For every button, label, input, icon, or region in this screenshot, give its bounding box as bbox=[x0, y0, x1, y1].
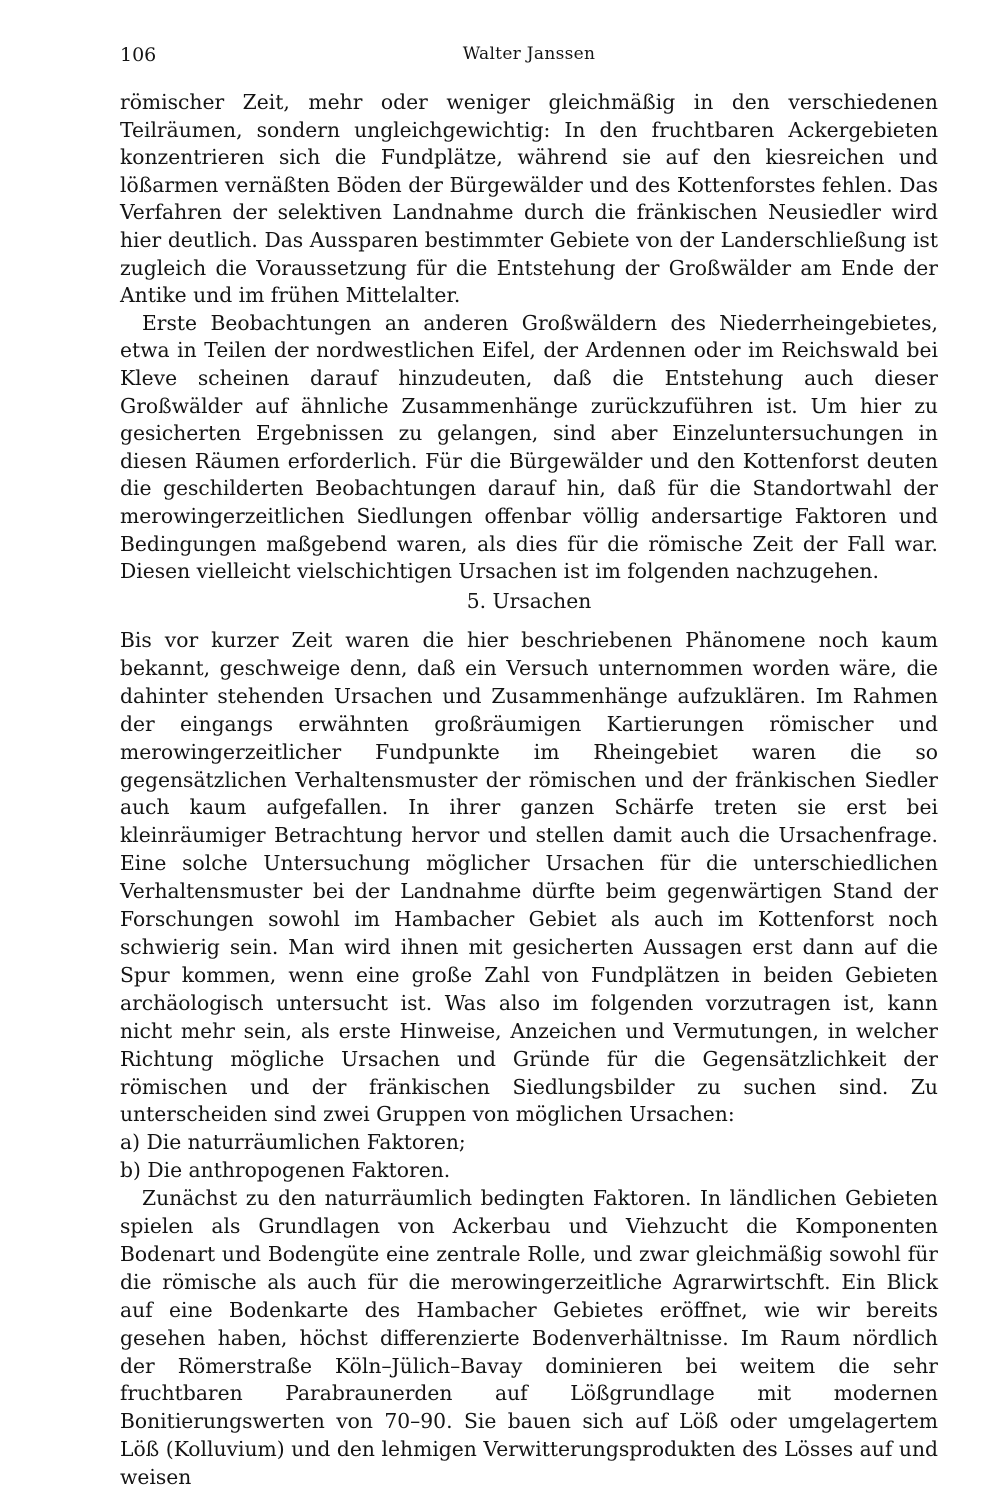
list-item: a) Die naturräumlichen Faktoren; bbox=[120, 1130, 466, 1155]
paragraph: Bis vor kurzer Zeit waren die hier beschriebenen Phänomene noch kaum bekannt, geschweige denn, daß ein Versuch unternommen worden wäre, die dahinter stehenden Ursachen und Zusammenhänge aufzuklären. Im Rahmen der eingangs erwähnten großräumigen Kartierungen römischer und merowingerzeitlicher Fundpunkte im Rheingebiet waren die so gegensätzlichen Verhaltensmuster der römischen und der fränkischen Siedler auch kaum aufgefallen. In ihrer ganzen Schärfe treten sie erst bei kleinräumiger Betrachtung hervor und stellen damit auch die Ursachenfrage. Eine solche Untersuchung möglicher Ursachen für die unterschiedlichen Verhaltensmuster bei der Landnahme dürfte beim gegenwärtigen Stand der Forschungen sowohl im Hambacher Gebiet als auch im Kottenforst noch schwierig sein. Man wird ihnen mit gesicherten Aussagen erst dann auf die Spur kommen, wenn eine große Zahl von Fundplätzen in beiden Gebieten archäologisch untersucht ist. Was also im folgenden vorzutragen ist, kann nicht mehr sein, als erste Hinweise, Anzeichen und Vermutungen, in welcher Richtung mögliche Ursachen und Gründe für die Gegensätzlichkeit der römischen und der fränkischen Siedlungsbilder zu suchen sind. Zu unterscheiden sind zwei Gruppen von möglichen Ursachen: bbox=[120, 628, 938, 1127]
paragraph: römischer Zeit, mehr oder weniger gleichmäßig in den verschiedenen Teilräumen, sondern ungleichgewichtig: In den fruchtbaren Ackergebieten konzentrieren sich die Fundplätze, während sie auf den kiesreichen und lößarmen vernäßten Böden der Bürgewälder und des Kottenforstes fehlen. Das Verfahren der selektiven Landnahme durch die fränkischen Neusiedler wird hier deutlich. Das Aussparen bestimmter Gebiete von der Landerschließung ist zugleich die Voraussetzung für die Entstehung der Großwälder am Ende der Antike und im frühen Mittelalter. bbox=[120, 90, 938, 308]
paragraph: Erste Beobachtungen an anderen Großwäldern des Niederrheingebietes, etwa in Teilen der nordwestlichen Eifel, der Ardennen oder im Reichswald bei Kleve scheinen darauf hinzudeuten, daß die Entstehung auch dieser Großwälder auf ähnliche Zusammenhänge zurückzuführen ist. Um hier zu gesicherten Ergebnissen zu gelangen, sind aber Einzeluntersuchungen in diesen Räumen erforderlich. Für die Bürgewälder und den Kottenforst deuten die geschilderten Beobachtungen darauf hin, daß für die Standortwahl der merowingerzeitlichen Siedlungen offenbar völlig andersartige Faktoren und Bedingungen maßgebend waren, als dies für die römische Zeit der Fall war. Diesen vielleicht vielschichtigen Ursachen ist im folgenden nachzugehen. bbox=[120, 310, 938, 584]
body-text bbox=[120, 89, 938, 586]
running-head bbox=[120, 44, 938, 74]
list-item: b) Die anthropogenen Faktoren. bbox=[120, 1158, 451, 1183]
section-text bbox=[120, 627, 938, 1492]
paragraph: Zunächst zu den naturräumlich bedingten Faktoren. In ländlichen Gebieten spielen als Grundlagen von Ackerbau und Viehzucht die Komponenten Bodenart und Bodengüte eine zentrale Rolle, und zwar gleichmäßig sowohl für die römische als auch für die merowingerzeitliche Agrarwirtschft. Ein Blick auf eine Bodenkarte des Hambacher Gebietes eröffnet, wie wir bereits gesehen haben, höchst differenzierte Bodenverhältnisse. Im Raum nördlich der Römerstraße Köln–Jülich–Bavay dominieren bei weitem die sehr fruchtbaren Parabraunerden auf Lößgrundlage mit modernen Bonitierungswerten von 70–90. Sie bauen sich auf Löß oder umgelagertem Löß (Kolluvium) und den lehmigen Verwitterungsprodukten des Lösses auf und weisen bbox=[120, 1186, 938, 1490]
page-number: 106 bbox=[120, 44, 157, 66]
running-title: Walter Janssen bbox=[462, 44, 596, 64]
section-heading: 5. Ursachen bbox=[466, 589, 592, 613]
